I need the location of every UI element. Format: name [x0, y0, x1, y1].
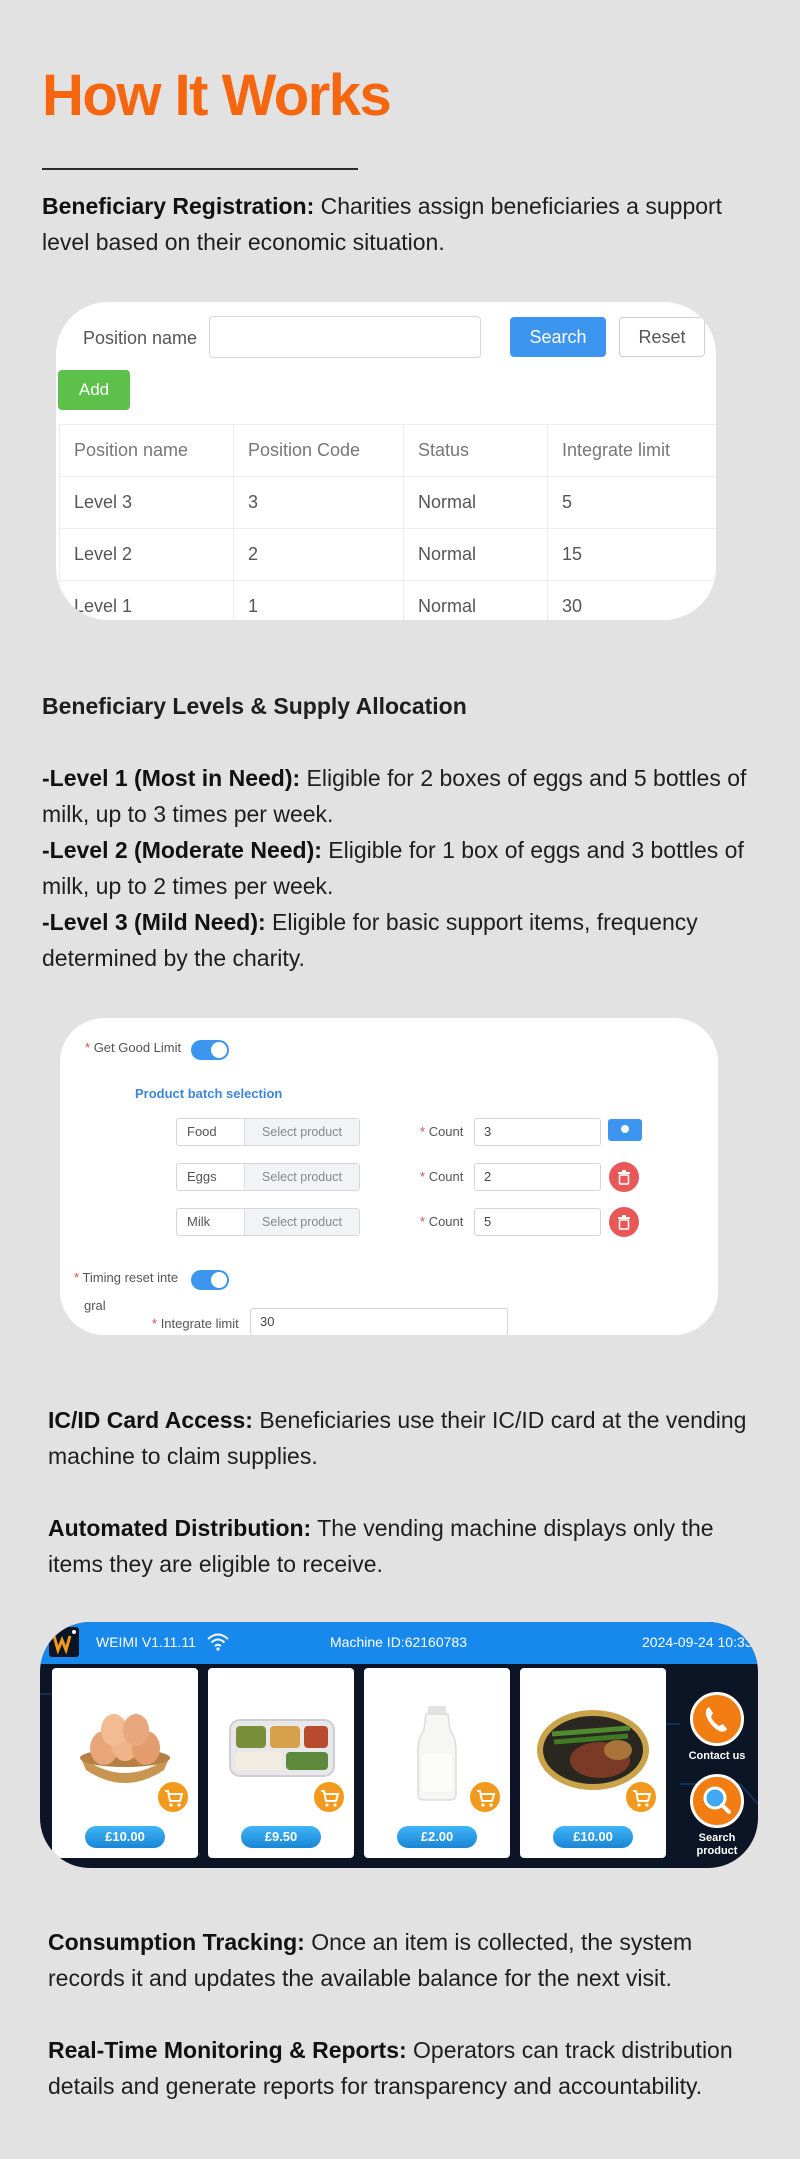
- add-to-cart-icon[interactable]: [468, 1780, 502, 1814]
- table-cell: 15: [548, 529, 717, 581]
- delete-icon[interactable]: [609, 1162, 639, 1192]
- add-button[interactable]: Add: [58, 370, 130, 410]
- monitoring-heading: Real-Time Monitoring & Reports:: [48, 2037, 407, 2063]
- search-button[interactable]: Search: [510, 317, 606, 357]
- registration-heading: Beneficiary Registration:: [42, 193, 315, 219]
- card-access-text: Beneficiaries use their IC/ID card at the vending machine to claim supplies.: [48, 1407, 747, 1469]
- level-2-text: Eligible for 1 box of eggs and 3 bottles of milk, up to 2 times per week.: [42, 837, 744, 899]
- add-to-cart-icon[interactable]: [624, 1780, 658, 1814]
- timing-reset-toggle[interactable]: [191, 1270, 229, 1290]
- column-header: Position Code: [234, 425, 404, 477]
- add-to-cart-icon[interactable]: [312, 1780, 346, 1814]
- title-divider: [42, 168, 358, 170]
- page-title: How It Works: [42, 63, 391, 128]
- count-input-food[interactable]: 3: [474, 1118, 601, 1146]
- get-good-limit-toggle[interactable]: [191, 1040, 229, 1060]
- weimi-logo-icon: [48, 1626, 80, 1658]
- wifi-icon: [206, 1632, 230, 1652]
- table-row[interactable]: [60, 477, 717, 529]
- table-cell: Level 2: [60, 529, 234, 581]
- count-input-eggs[interactable]: 2: [474, 1163, 601, 1191]
- product-name: Food: [177, 1119, 245, 1145]
- table-cell: 2: [234, 529, 404, 581]
- count-label: * Count: [420, 1169, 464, 1184]
- position-name-input[interactable]: [209, 316, 481, 358]
- product-price: £10.00: [553, 1826, 633, 1848]
- product-select-milk[interactable]: [176, 1208, 360, 1236]
- vending-status-bar: [40, 1622, 758, 1664]
- position-name-label: Position name: [83, 328, 198, 348]
- product-batch-label: Product batch selection: [135, 1086, 283, 1101]
- goods-limit-panel: [60, 1018, 718, 1335]
- position-table: [59, 424, 716, 620]
- distribution-paragraph: [48, 1510, 768, 1582]
- level-3-heading: -Level 3 (Mild Need):: [42, 909, 266, 935]
- delete-icon[interactable]: [609, 1207, 639, 1237]
- level-1-text: Eligible for 2 boxes of eggs and 5 bottles of milk, up to 3 times per week.: [42, 765, 747, 827]
- level-1-heading: -Level 1 (Most in Need):: [42, 765, 301, 791]
- product-name: Eggs: [177, 1164, 245, 1190]
- count-input-milk[interactable]: 5: [474, 1208, 601, 1236]
- product-card-steak[interactable]: [520, 1668, 666, 1858]
- count-label: * Count: [420, 1124, 464, 1139]
- registration-paragraph: [42, 188, 762, 260]
- distribution-text: The vending machine displays only the items they are eligible to receive.: [48, 1515, 714, 1577]
- add-to-cart-icon[interactable]: [156, 1780, 190, 1814]
- contact-us-label: Contact us: [688, 1750, 746, 1762]
- table-cell: 3: [234, 477, 404, 529]
- product-select-food[interactable]: [176, 1118, 360, 1146]
- level-2-heading: -Level 2 (Moderate Need):: [42, 837, 322, 863]
- tracking-paragraph: [48, 1924, 768, 1996]
- firmware-version: WEIMI V1.11.11: [96, 1634, 196, 1650]
- search-product-label: Search product: [696, 1832, 738, 1857]
- product-price: £10.00: [85, 1826, 165, 1848]
- table-row[interactable]: [60, 529, 717, 581]
- position-management-panel: [56, 302, 716, 620]
- vending-machine-screen: [40, 1622, 758, 1868]
- card-access-paragraph: [48, 1402, 768, 1474]
- monitoring-paragraph: [48, 2032, 768, 2104]
- timing-reset-label-continued: gral: [84, 1298, 106, 1313]
- level-2-paragraph: [42, 832, 762, 904]
- product-price: £2.00: [397, 1826, 477, 1848]
- product-select-eggs[interactable]: [176, 1163, 360, 1191]
- product-card-milk[interactable]: [364, 1668, 510, 1858]
- product-card-meal-box[interactable]: [208, 1668, 354, 1858]
- product-card-eggs[interactable]: [52, 1668, 198, 1858]
- distribution-heading: Automated Distribution:: [48, 1515, 312, 1541]
- table-header-row: [60, 425, 717, 477]
- product-price: £9.50: [241, 1826, 321, 1848]
- column-header: Position name: [60, 425, 234, 477]
- table-cell: Normal: [404, 529, 548, 581]
- registration-text: Charities assign beneficiaries a support level based on their economic situation.: [42, 193, 723, 255]
- select-product-placeholder: Select product: [245, 1119, 359, 1145]
- contact-us-button[interactable]: [690, 1692, 744, 1746]
- column-header: Integrate limit: [548, 425, 717, 477]
- table-cell: Level 1: [60, 581, 234, 621]
- count-label: * Count: [420, 1214, 464, 1229]
- reset-button[interactable]: Reset: [619, 317, 705, 357]
- machine-datetime: 2024-09-24 10:33: [642, 1634, 753, 1650]
- table-cell: 5: [548, 477, 717, 529]
- timing-reset-label: * Timing reset inte: [74, 1270, 179, 1285]
- integrate-limit-input[interactable]: 30: [250, 1308, 508, 1335]
- select-product-placeholder: Select product: [245, 1209, 359, 1235]
- tracking-text: Once an item is collected, the system records it and updates the available balance for the next visit.: [48, 1929, 693, 1991]
- select-product-placeholder: Select product: [245, 1164, 359, 1190]
- table-row[interactable]: [60, 581, 717, 621]
- table-cell: Normal: [404, 581, 548, 621]
- add-product-icon[interactable]: [608, 1119, 642, 1141]
- table-cell: Normal: [404, 477, 548, 529]
- machine-id: Machine ID:62160783: [330, 1634, 467, 1650]
- level-3-text: Eligible for basic support items, frequency determined by the charity.: [42, 909, 698, 971]
- phone-icon: [693, 1695, 741, 1743]
- level-1-paragraph: [42, 760, 762, 832]
- tracking-heading: Consumption Tracking:: [48, 1929, 305, 1955]
- monitoring-text: Operators can track distribution details and generate reports for transparency and accountability.: [48, 2037, 733, 2099]
- integrate-limit-label: * Integrate limit: [152, 1316, 239, 1331]
- card-access-heading: IC/ID Card Access:: [48, 1407, 253, 1433]
- get-good-limit-label: * Get Good Limit: [85, 1040, 182, 1055]
- levels-heading: Beneficiary Levels & Supply Allocation: [42, 693, 467, 719]
- column-header: Status: [404, 425, 548, 477]
- table-cell: Level 3: [60, 477, 234, 529]
- product-name: Milk: [177, 1209, 245, 1235]
- search-icon: [693, 1777, 741, 1825]
- level-3-paragraph: [42, 904, 762, 976]
- table-cell: 30: [548, 581, 717, 621]
- search-product-button[interactable]: [690, 1774, 744, 1828]
- table-cell: 1: [234, 581, 404, 621]
